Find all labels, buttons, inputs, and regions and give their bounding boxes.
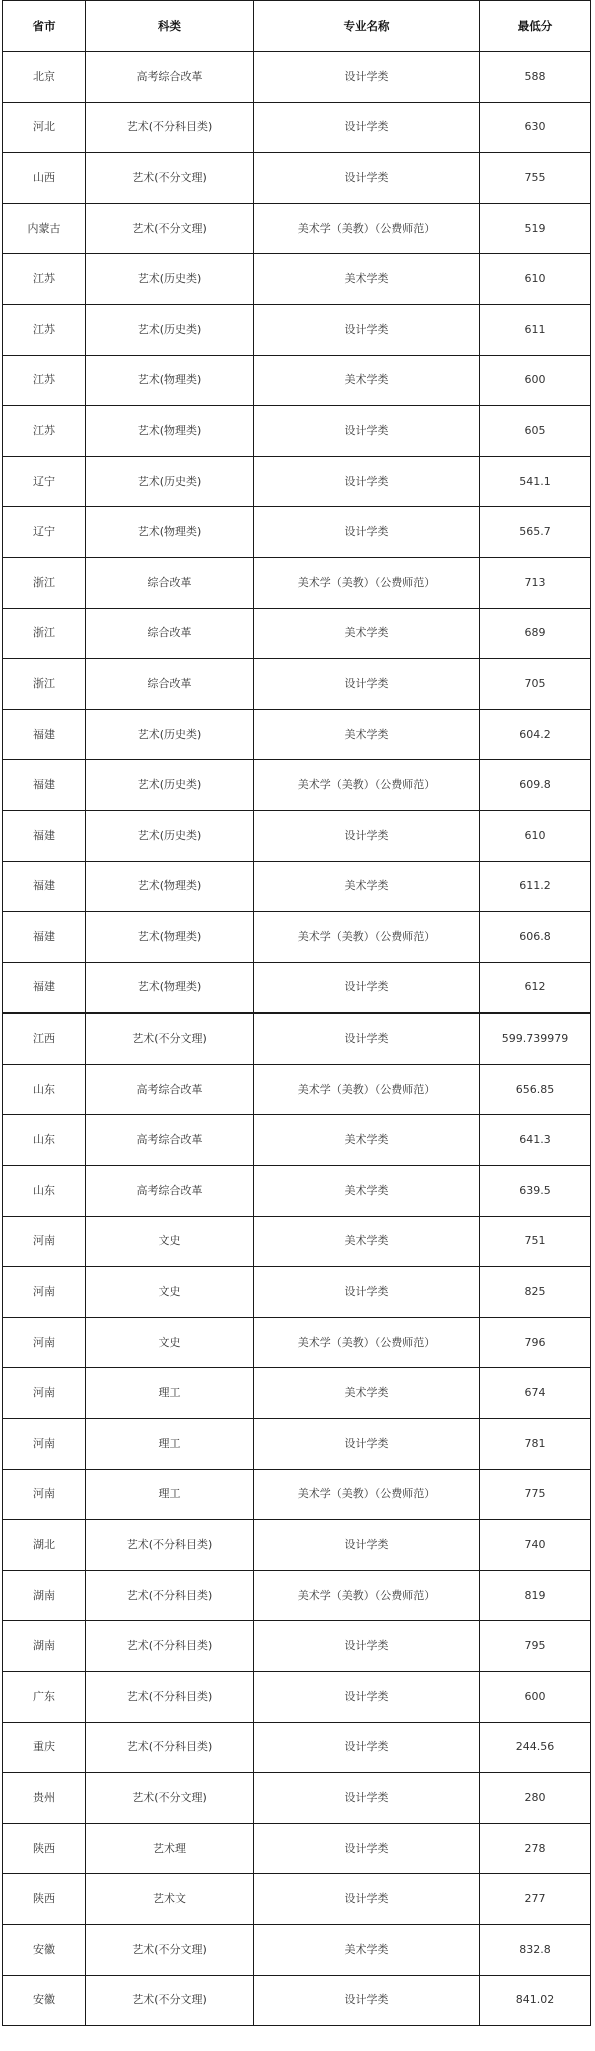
table-row [3, 608, 591, 659]
cell-major: 设计学类 [254, 1267, 480, 1318]
table-row [3, 1924, 591, 1975]
cell-major: 设计学类 [254, 1773, 480, 1824]
cell-min-score: 740 [480, 1520, 591, 1571]
cell-min-score: 630 [480, 102, 591, 153]
cell-category: 艺术(历史类) [86, 456, 254, 507]
cell-province: 福建 [3, 962, 86, 1013]
cell-min-score: 656.85 [480, 1064, 591, 1115]
table-row [3, 1520, 591, 1571]
cell-province: 陕西 [3, 1823, 86, 1874]
cell-min-score: 841.02 [480, 1975, 591, 2026]
cell-major: 设计学类 [254, 507, 480, 558]
cell-province: 河南 [3, 1317, 86, 1368]
cell-province: 辽宁 [3, 507, 86, 558]
cell-province: 广东 [3, 1672, 86, 1723]
cell-major: 美术学（美教）（公费师范） [254, 1570, 480, 1621]
cell-min-score: 689 [480, 608, 591, 659]
cell-province: 湖北 [3, 1520, 86, 1571]
cell-min-score: 639.5 [480, 1166, 591, 1217]
cell-min-score: 611 [480, 304, 591, 355]
header-major: 专业名称 [254, 1, 480, 52]
table-row [3, 1317, 591, 1368]
cell-min-score: 280 [480, 1773, 591, 1824]
header-row [3, 1, 591, 52]
cell-min-score: 609.8 [480, 760, 591, 811]
table-row [3, 1975, 591, 2026]
cell-min-score: 541.1 [480, 456, 591, 507]
table-row [3, 1469, 591, 1520]
cell-major: 美术学（美教）（公费师范） [254, 912, 480, 963]
cell-major: 设计学类 [254, 304, 480, 355]
table-row [3, 1773, 591, 1824]
cell-category: 艺术(物理类) [86, 507, 254, 558]
cell-major: 设计学类 [254, 102, 480, 153]
table-row [3, 406, 591, 457]
cell-category: 艺术(历史类) [86, 709, 254, 760]
cell-major: 美术学类 [254, 1166, 480, 1217]
cell-category: 艺术(不分文理) [86, 1013, 254, 1064]
table-row [3, 912, 591, 963]
cell-min-score: 796 [480, 1317, 591, 1368]
table-row [3, 254, 591, 305]
cell-major: 美术学类 [254, 254, 480, 305]
cell-major: 设计学类 [254, 1672, 480, 1723]
cell-category: 高考综合改革 [86, 1115, 254, 1166]
cell-min-score: 610 [480, 254, 591, 305]
cell-category: 艺术(物理类) [86, 861, 254, 912]
cell-province: 安徽 [3, 1924, 86, 1975]
table-row [3, 102, 591, 153]
cell-province: 浙江 [3, 557, 86, 608]
cell-min-score: 600 [480, 355, 591, 406]
cell-category: 艺术(不分文理) [86, 1975, 254, 2026]
cell-major: 设计学类 [254, 52, 480, 103]
cell-major: 设计学类 [254, 456, 480, 507]
table-row [3, 1216, 591, 1267]
cell-province: 安徽 [3, 1975, 86, 2026]
cell-major: 美术学类 [254, 1216, 480, 1267]
cell-province: 湖南 [3, 1621, 86, 1672]
table-row [3, 153, 591, 204]
cell-major: 设计学类 [254, 153, 480, 204]
cell-category: 艺术(历史类) [86, 760, 254, 811]
cell-min-score: 611.2 [480, 861, 591, 912]
cell-category: 理工 [86, 1469, 254, 1520]
cell-major: 美术学类 [254, 1115, 480, 1166]
table-row [3, 1064, 591, 1115]
cell-min-score: 612 [480, 962, 591, 1013]
cell-province: 重庆 [3, 1722, 86, 1773]
cell-major: 设计学类 [254, 962, 480, 1013]
table-row [3, 962, 591, 1013]
cell-province: 福建 [3, 810, 86, 861]
cell-major: 设计学类 [254, 406, 480, 457]
cell-category: 文史 [86, 1267, 254, 1318]
cell-major: 美术学（美教）（公费师范） [254, 760, 480, 811]
cell-category: 艺术(不分文理) [86, 1924, 254, 1975]
cell-category: 高考综合改革 [86, 1064, 254, 1115]
table-row [3, 1166, 591, 1217]
table-row [3, 861, 591, 912]
cell-major: 美术学类 [254, 1368, 480, 1419]
cell-category: 艺术(不分科目类) [86, 1520, 254, 1571]
cell-major: 设计学类 [254, 1975, 480, 2026]
cell-min-score: 705 [480, 659, 591, 710]
cell-category: 艺术(不分科目类) [86, 1722, 254, 1773]
cell-category: 艺术(不分文理) [86, 203, 254, 254]
cell-province: 湖南 [3, 1570, 86, 1621]
cell-min-score: 819 [480, 1570, 591, 1621]
cell-province: 河南 [3, 1419, 86, 1470]
table-row [3, 1672, 591, 1723]
cell-major: 美术学类 [254, 608, 480, 659]
cell-category: 艺术(物理类) [86, 355, 254, 406]
table-row [3, 1874, 591, 1925]
cell-min-score: 832.8 [480, 1924, 591, 1975]
cell-province: 山西 [3, 153, 86, 204]
cell-province: 河南 [3, 1216, 86, 1267]
cell-category: 高考综合改革 [86, 52, 254, 103]
cell-min-score: 641.3 [480, 1115, 591, 1166]
cell-category: 艺术(物理类) [86, 406, 254, 457]
cell-major: 美术学（美教）（公费师范） [254, 1064, 480, 1115]
cell-province: 江西 [3, 1013, 86, 1064]
cell-min-score: 588 [480, 52, 591, 103]
table-row [3, 355, 591, 406]
cell-category: 文史 [86, 1317, 254, 1368]
cell-major: 美术学（美教）（公费师范） [254, 557, 480, 608]
cell-major: 设计学类 [254, 1621, 480, 1672]
cell-province: 福建 [3, 760, 86, 811]
cell-category: 艺术理 [86, 1823, 254, 1874]
cell-min-score: 755 [480, 153, 591, 204]
table-header [3, 1, 591, 52]
cell-min-score: 244.56 [480, 1722, 591, 1773]
cell-category: 高考综合改革 [86, 1166, 254, 1217]
cell-category: 艺术(历史类) [86, 304, 254, 355]
table-row [3, 507, 591, 558]
cell-province: 北京 [3, 52, 86, 103]
cell-province: 辽宁 [3, 456, 86, 507]
cell-min-score: 775 [480, 1469, 591, 1520]
table-row [3, 659, 591, 710]
cell-province: 福建 [3, 912, 86, 963]
table-row [3, 456, 591, 507]
header-province: 省市 [3, 1, 86, 52]
cell-category: 艺术(历史类) [86, 254, 254, 305]
cell-province: 浙江 [3, 608, 86, 659]
score-table-container [2, 0, 592, 2026]
cell-province: 山东 [3, 1064, 86, 1115]
cell-min-score: 781 [480, 1419, 591, 1470]
cell-min-score: 610 [480, 810, 591, 861]
cell-major: 美术学类 [254, 861, 480, 912]
cell-province: 江苏 [3, 304, 86, 355]
table-row [3, 760, 591, 811]
cell-min-score: 713 [480, 557, 591, 608]
cell-min-score: 825 [480, 1267, 591, 1318]
cell-province: 浙江 [3, 659, 86, 710]
table-row [3, 1621, 591, 1672]
table-row [3, 709, 591, 760]
cell-major: 美术学类 [254, 355, 480, 406]
cell-category: 艺术文 [86, 1874, 254, 1925]
cell-category: 艺术(历史类) [86, 810, 254, 861]
cell-min-score: 599.739979 [480, 1013, 591, 1064]
cell-min-score: 606.8 [480, 912, 591, 963]
cell-min-score: 600 [480, 1672, 591, 1723]
cell-province: 福建 [3, 861, 86, 912]
admission-score-table [2, 0, 591, 2026]
cell-min-score: 519 [480, 203, 591, 254]
header-category: 科类 [86, 1, 254, 52]
cell-province: 江苏 [3, 254, 86, 305]
cell-major: 美术学（美教）（公费师范） [254, 1317, 480, 1368]
cell-province: 贵州 [3, 1773, 86, 1824]
cell-min-score: 605 [480, 406, 591, 457]
cell-min-score: 751 [480, 1216, 591, 1267]
table-row [3, 1115, 591, 1166]
cell-min-score: 277 [480, 1874, 591, 1925]
table-row [3, 1267, 591, 1318]
cell-province: 河北 [3, 102, 86, 153]
cell-major: 美术学类 [254, 709, 480, 760]
cell-province: 内蒙古 [3, 203, 86, 254]
cell-major: 设计学类 [254, 1520, 480, 1571]
table-row [3, 1823, 591, 1874]
cell-category: 艺术(物理类) [86, 912, 254, 963]
table-body [3, 52, 591, 2026]
cell-min-score: 604.2 [480, 709, 591, 760]
table-row [3, 1419, 591, 1470]
cell-category: 艺术(不分科目类) [86, 1621, 254, 1672]
table-row [3, 1570, 591, 1621]
cell-category: 艺术(不分文理) [86, 1773, 254, 1824]
cell-province: 福建 [3, 709, 86, 760]
table-row [3, 203, 591, 254]
cell-major: 设计学类 [254, 1419, 480, 1470]
cell-major: 设计学类 [254, 1874, 480, 1925]
cell-category: 艺术(不分科目类) [86, 1672, 254, 1723]
cell-min-score: 795 [480, 1621, 591, 1672]
cell-province: 江苏 [3, 406, 86, 457]
table-row [3, 557, 591, 608]
cell-category: 理工 [86, 1419, 254, 1470]
cell-major: 设计学类 [254, 1823, 480, 1874]
cell-category: 艺术(不分文理) [86, 153, 254, 204]
cell-province: 河南 [3, 1368, 86, 1419]
cell-province: 山东 [3, 1115, 86, 1166]
cell-category: 综合改革 [86, 608, 254, 659]
cell-province: 山东 [3, 1166, 86, 1217]
cell-province: 陕西 [3, 1874, 86, 1925]
cell-major: 设计学类 [254, 1722, 480, 1773]
table-row [3, 810, 591, 861]
cell-major: 美术学（美教）（公费师范） [254, 1469, 480, 1520]
cell-major: 美术学（美教）（公费师范） [254, 203, 480, 254]
cell-category: 艺术(物理类) [86, 962, 254, 1013]
cell-min-score: 674 [480, 1368, 591, 1419]
cell-province: 河南 [3, 1469, 86, 1520]
cell-province: 江苏 [3, 355, 86, 406]
cell-major: 设计学类 [254, 810, 480, 861]
cell-category: 艺术(不分科目类) [86, 1570, 254, 1621]
header-min-score: 最低分 [480, 1, 591, 52]
cell-major: 设计学类 [254, 1013, 480, 1064]
cell-category: 综合改革 [86, 557, 254, 608]
table-row [3, 1368, 591, 1419]
table-row [3, 304, 591, 355]
cell-category: 文史 [86, 1216, 254, 1267]
cell-category: 综合改革 [86, 659, 254, 710]
cell-min-score: 565.7 [480, 507, 591, 558]
table-row [3, 52, 591, 103]
cell-province: 河南 [3, 1267, 86, 1318]
cell-category: 理工 [86, 1368, 254, 1419]
table-row [3, 1722, 591, 1773]
cell-major: 美术学类 [254, 1924, 480, 1975]
cell-major: 设计学类 [254, 659, 480, 710]
cell-min-score: 278 [480, 1823, 591, 1874]
cell-category: 艺术(不分科目类) [86, 102, 254, 153]
table-row [3, 1013, 591, 1064]
